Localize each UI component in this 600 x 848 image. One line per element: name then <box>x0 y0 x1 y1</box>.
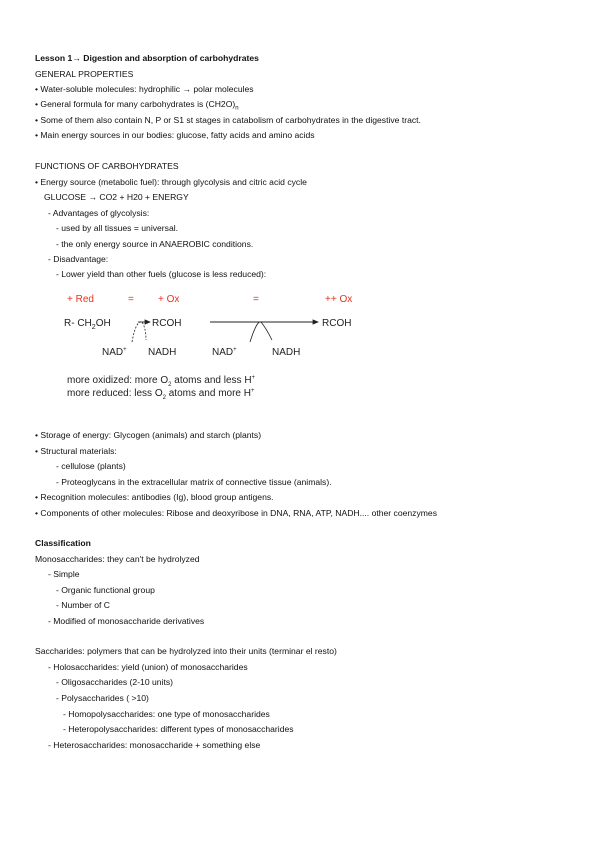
general-item-3: • Some of them also contain N, P or S1 st stages in catabolism of carbohydrates in the digestive tract. <box>35 115 421 125</box>
label-plus-ox: + Ox <box>158 294 180 305</box>
mono-simple: - Simple <box>48 569 80 579</box>
advantage-1: - used by all tissues = universal. <box>56 223 179 233</box>
general-item-2: • General formula for many carbohydrates is $(CH2O)_n$ <box>35 99 239 112</box>
reduced-note: more reduced: less $O_2$ atoms and more H+ <box>67 388 255 401</box>
product-1: RCOH <box>152 318 182 329</box>
saccharides-intro: Saccharides: polymers that can be hydrolyzed into their units (terminar el resto) <box>35 646 337 656</box>
components-item: • Components of other molecules: Ribose and deoxyribose in DNA, RNA, ATP, NADH.... other coenzymes <box>35 508 438 518</box>
energy-source-item: • Energy source (metabolic fuel): through glycolysis and citric acid cycle <box>35 177 307 187</box>
structural-proteoglycans: - Proteoglycans in the extracellular matrix of connective tissue (animals). <box>56 477 332 487</box>
storage-item: • Storage of energy: Glycogen (animals) and starch (plants) <box>35 430 262 440</box>
general-heading: GENERAL PROPERTIES <box>35 69 134 79</box>
structural-item: • Structural materials: <box>35 446 117 456</box>
general-item-4: • Main energy sources in our bodies: glucose, fatty acids and amino acids <box>35 130 315 140</box>
holosaccharides: - Holosaccharides: yield (union) of monosaccharides <box>48 662 248 672</box>
oxidized-note: more oxidized: more $O_2$ atoms and less H+ <box>67 375 256 388</box>
classification-heading: Classification <box>35 538 91 548</box>
nad-1: NAD+ <box>102 347 127 358</box>
structural-cellulose: - cellulose (plants) <box>56 461 126 471</box>
general-item-1: • Water-soluble molecules: hydrophilic → polar molecules <box>35 84 254 94</box>
mono-modified: - Modified of monosaccharide derivatives <box>48 616 205 626</box>
label-plus-red: + Red <box>67 294 94 305</box>
advantage-2: - the only energy source in ANAEROBIC conditions. <box>56 239 254 249</box>
nadh-2: NADH <box>272 347 301 358</box>
oligosaccharides: - Oligosaccharides (2-10 units) <box>56 677 174 687</box>
product-2: RCOH <box>322 318 352 329</box>
cofactor-curve-2 <box>250 322 272 342</box>
mono-organic-group: - Organic functional group <box>56 585 155 595</box>
label-equals-2: = <box>253 294 259 305</box>
disadvantage-1: - Lower yield than other fuels (glucose is less reduced): <box>56 269 267 279</box>
heterosaccharides: - Heterosaccharides: monosaccharide + something else <box>48 740 261 750</box>
nadh-1: NADH <box>148 347 177 358</box>
polysaccharides: - Polysaccharides ( >10) <box>56 693 149 703</box>
glucose-equation: GLUCOSE → CO2 + H20 + ENERGY <box>44 192 189 202</box>
cofactor-curve-1 <box>132 322 146 342</box>
monosaccharides-intro: Monosaccharides: they can't be hydrolyzed <box>35 554 200 564</box>
oxidation-diagram <box>60 288 380 406</box>
homopolysaccharides: - Homopolysaccharides: one type of monosaccharides <box>63 709 270 719</box>
recognition-item: • Recognition molecules: antibodies (Ig), blood group antigens. <box>35 492 274 502</box>
reactant-alcohol: R- $CH_2OH$ <box>64 318 111 331</box>
label-plus-plus-ox: ++ Ox <box>325 294 353 305</box>
heteropolysaccharides: - Heteropolysaccharides: different types of monosaccharides <box>63 724 294 734</box>
label-equals-1: = <box>128 294 134 305</box>
lesson-title: Lesson 1→ Digestion and absorption of carbohydrates <box>35 53 259 63</box>
functions-heading: FUNCTIONS OF CARBOHYDRATES <box>35 161 179 171</box>
disadvantage-label: - Disadvantage: <box>48 254 109 264</box>
nad-2: NAD+ <box>212 347 237 358</box>
mono-number-c: - Number of C <box>56 600 110 610</box>
advantages-label: - Advantages of glycolysis: <box>48 208 150 218</box>
